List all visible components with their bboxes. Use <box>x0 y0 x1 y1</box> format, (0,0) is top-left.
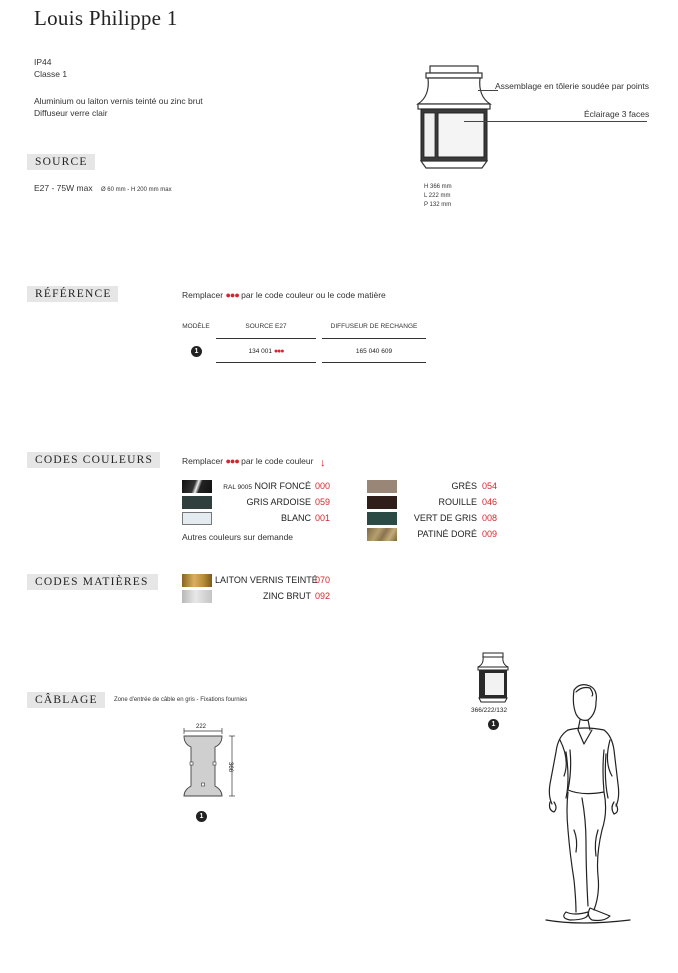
dimension-depth: P 132 mm <box>424 202 452 208</box>
source-reference-code: 134 001 <box>248 348 272 355</box>
color-label-noir-fonce <box>222 481 311 491</box>
colors-instruction <box>182 455 313 467</box>
cabling-model-badge: 1 <box>196 811 207 822</box>
source-reference-cell <box>216 348 316 355</box>
reference-replace-suffix: par le code couleur ou le code matière <box>241 290 386 300</box>
table-rule-top-source <box>216 338 316 339</box>
dimensions-block <box>424 183 452 210</box>
source-reference-dots: ●●● <box>273 348 284 355</box>
color-code-gres: 054 <box>482 481 498 491</box>
arrow-down-icon: ↓ <box>320 457 326 469</box>
color-label-blanc: BLANC <box>280 513 311 523</box>
table-rule-bottom-diffuser <box>322 362 426 363</box>
material-label-laiton: LAITON VERNIS TEINTÉ <box>215 575 318 585</box>
material-label-zinc: ZINC BRUT <box>263 591 311 601</box>
cabling-backplate-diagram <box>178 728 248 804</box>
section-reference-heading: RÉFÉRENCE <box>27 286 118 302</box>
color-label-gris-ardoise: GRIS ARDOISE <box>246 497 311 507</box>
swatch-zinc-brut <box>182 590 212 603</box>
bulb-size: Ø 60 mm - H 200 mm max <box>100 187 172 193</box>
color-code-patine-dore: 009 <box>482 529 498 539</box>
diffuser-text: Diffuseur verre clair <box>34 108 108 118</box>
scale-model-badge: 1 <box>488 719 499 730</box>
color-code-noir-fonce: 000 <box>315 481 331 491</box>
colors-replace-label: Remplacer <box>182 456 224 466</box>
cabling-note: Zone d'entrée de câble en gris - Fixations fournies <box>114 697 248 703</box>
color-code-blanc: 001 <box>315 513 331 523</box>
swatch-patine-dore <box>367 528 397 541</box>
source-info <box>34 182 172 196</box>
section-source-heading: SOURCE <box>27 154 95 170</box>
page-title: Louis Philippe 1 <box>34 6 178 30</box>
dimension-height: H 366 mm <box>424 184 452 190</box>
table-rule-top-diffuser <box>322 338 426 339</box>
colors-replace-suffix: par le code couleur <box>241 456 314 466</box>
dimension-length: L 222 mm <box>424 193 451 199</box>
diffuser-reference-cell: 165 040 609 <box>355 348 393 355</box>
scale-lantern-icon <box>475 652 511 704</box>
ip-rating: IP44 <box>34 57 52 67</box>
reference-instruction <box>182 289 386 301</box>
swatch-blanc <box>182 512 212 525</box>
reference-replace-label: Remplacer <box>182 290 224 300</box>
swatch-laiton-vernis-teinte <box>182 574 212 587</box>
section-cabling-heading: CÂBLAGE <box>27 692 105 708</box>
column-header-source: SOURCE E27 <box>245 323 287 330</box>
color-code-rouille: 046 <box>482 497 498 507</box>
material-text: Aluminium ou laiton vernis teinté ou zinc brut <box>34 96 203 106</box>
assembly-callout: Assemblage en tôlerie soudée par points <box>495 81 650 91</box>
material-code-laiton: 070 <box>315 575 331 585</box>
person-scale-sketch <box>530 680 640 930</box>
color-label-vert-de-gris: VERT DE GRIS <box>413 513 477 523</box>
cabling-height-label: 366 <box>227 761 234 773</box>
lantern-product-drawing <box>410 62 500 172</box>
color-code-vert-de-gris: 008 <box>482 513 498 523</box>
specs-block <box>34 56 203 119</box>
section-materials-heading: CODES MATIÈRES <box>27 574 158 590</box>
table-rule-bottom-source <box>216 362 316 363</box>
bulb-spec: E27 - 75W max <box>34 183 93 193</box>
section-colors-heading: CODES COULEURS <box>27 452 160 468</box>
lighting-callout: Éclairage 3 faces <box>584 109 650 119</box>
swatch-rouille <box>367 496 397 509</box>
colors-placeholder-dots: ●●● <box>225 456 239 466</box>
model-number-badge: 1 <box>191 346 202 357</box>
other-colors-note: Autres couleurs sur demande <box>182 532 294 542</box>
color-label-gres: GRÈS <box>451 481 477 491</box>
swatch-noir-fonce <box>182 480 212 493</box>
column-header-model: MODÈLE <box>182 323 210 330</box>
placeholder-dots: ●●● <box>225 290 239 300</box>
color-name: NOIR FONCÉ <box>254 481 311 491</box>
classe-rating: Classe 1 <box>34 69 68 79</box>
swatch-vert-de-gris <box>367 512 397 525</box>
swatch-gris-ardoise <box>182 496 212 509</box>
color-code-gris-ardoise: 059 <box>315 497 331 507</box>
ral-prefix: RAL 9005 <box>223 484 252 491</box>
color-label-rouille: ROUILLE <box>438 497 477 507</box>
lighting-leader-line <box>464 121 647 122</box>
swatch-gres <box>367 480 397 493</box>
column-header-diffuser: DIFFUSEUR DE RECHANGE <box>330 323 418 330</box>
material-code-zinc: 092 <box>315 591 331 601</box>
color-label-patine-dore: PATINÉ DORÉ <box>417 529 477 539</box>
cabling-width-label: 222 <box>196 724 207 730</box>
scale-dimensions: 366/222/132 <box>471 707 508 714</box>
